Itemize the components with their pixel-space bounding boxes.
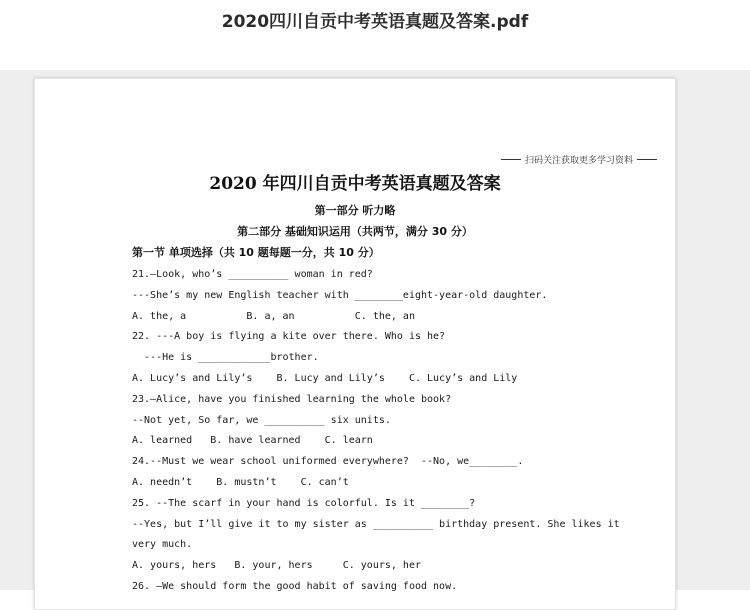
watermark-rule-right [637,159,657,160]
watermark [501,153,657,166]
text-line: --Not yet, So far, we __________ six units. [132,414,391,426]
text-line: ---He is ____________brother. [132,352,319,364]
text-line: very much. [132,539,193,551]
text-line: A. learned B. have learned C. learn [132,435,373,447]
text-line: A. the, a B. a, an C. the, an [132,310,415,322]
pdf-viewer[interactable] [0,70,750,590]
text-line: --Yes, but I’ll give it to my sister as __________ birthday present. She likes it [132,518,620,530]
watermark-rule-left [501,159,521,160]
document-title: 2020 年四川自贡中考英语真题及答案 [209,174,501,194]
section1-heading: 第一节 单项选择（共 10 题每题一分，共 10 分） [132,246,380,259]
text-line: 21.—Look, who’s __________ woman in red? [132,269,373,280]
pdf-page [34,78,676,610]
part1-heading: 第一部分 听力略 [314,204,396,217]
question-lines [132,265,620,598]
part2-heading: 第二部分 基础知识运用（共两节，满分 30 分） [237,225,473,238]
text-line: A. needn’t B. mustn’t C. can’t [132,476,349,488]
text-line: 26. —We should form the good habit of saving food now. [132,580,458,592]
text-line: ---She’s my new English teacher with ________eight-year-old daughter. [132,289,548,301]
text-line: A. yours, hers B. your, hers C. yours, her [132,560,421,572]
text-line: 22. ---A boy is flying a kite over there. Who is he? [132,331,446,343]
watermark-text: 扫码关注获取更多学习资料 [524,156,633,166]
text-line: 25. --The scarf in your hand is colorful. Is it ________? [132,497,476,509]
text-line: 24.--Must we wear school uniformed everywhere? --No, we________. [132,456,524,468]
text-line: A. Lucy’s and Lily’s B. Lucy and Lily’s C. Lucy’s and Lily [132,372,518,384]
text-line: 23.—Alice, have you finished learning the whole book? [132,393,452,405]
file-title: 2020四川自贡中考英语真题及答案.pdf [221,12,529,32]
viewer-header [0,0,750,70]
